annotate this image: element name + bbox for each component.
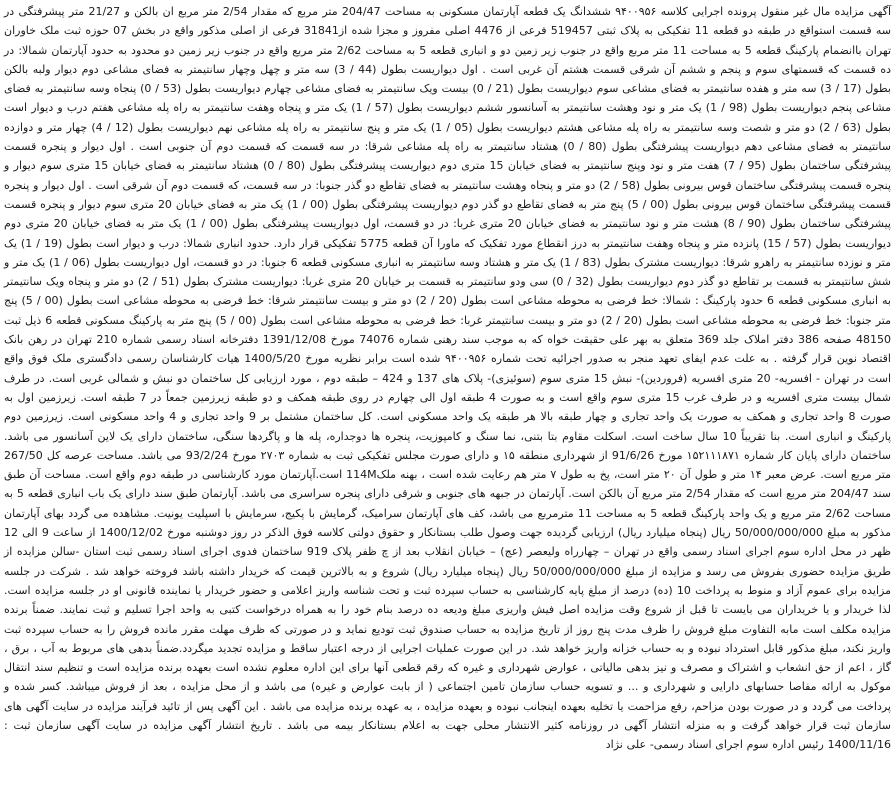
auction-notice-body [4, 2, 891, 755]
notice-footer-text: تاریخ انتشار آگهی مزایده در سایت آگهی سازمان ثبت : 1400/11/16 رئیس اداره سوم اجرای اسناد رسمی- علی نژاد [4, 718, 891, 752]
notice-body-text: آگهی مزایده مال غیر منقول پرونده اجرایی کلاسه ۹۴۰۰۹۵۶ ششدانگ یک قطعه آپارتمان مسکونی به مساحت 204/47 متر مربع که مقدار 2/54 متر مربع ان بالکن و 21/27 متر پیشرفتگی در سه قسمت استواقع در طبقه دو قطعه 11 تفکیکی به پلاک ثبتی 519457 فرعی از 4476 اصلی مفروز و مجزا شده از31841 فرعی از اصلی مذکور واقع در بخش 07 حوزه ثبت ملک خاوران تهران باانضمام پارکینگ قطعه 5 به مساحت 11 متر مربع واقع در جنوب زیر زمین دو و انباری قطعه 5 به مساحت 2/62 متر مربع واقع در جنوب زیر زمین دو محدود به حدود آپارتمان شمالا: در ده قسمت که قسمتهای سوم و پنجم و ششم آن شرقی قسمت هشتم آن غربی است . اول دیواریست بطول (44 / 3) سه متر و چهل وچهار سانتیمتر به فضای مشاعی دوم دیوار ولبه بالکن بطول (17 / 3) سه متر و هفده سانتیمتر به فضای مشاعی سوم دیواریست بطول (21 / 0) بیست ویک سانتیمتر به فضای مشاعی چهارم دیواریست بطول (53 / 0) پنجاه وسه سانتیمتر به فضای مشاعی پنجم دیواریست بطول (98 / 1) یک متر و نود وهشت سانتیمتر به آسانسور ششم دیواریست بطول (57 / 1) یک متر و پنجاه وهفت سانتیمتر به راه پله مشاعی هفتم درب و دیوار است بطول (63 / 2) دو متر و شصت وسه سانتیمتر به راه پله مشاعی هشتم دیواریست بطول (05 / 1) یک متر و پنج سانتیمتر به راه پله مشاعی نهم دیواریست بطول (12 / 4) چهار متر و دوازده سانتیمتر به فضای مشاعی دهم دیواریست پیشرفتگی بطول (80 / 0) هشتاد سانتیمتر به راه پله مشاعی شرقا: در سه قسمت که قسمت دوم آن جنوبی است . اول دیوار و پنجره قسمت پیشرفتگی ساختمان بطول (95 / 7) هفت متر و نود وپنج سانتیمتر به فضای خیابان 15 متری دوم دیواریست پیشرفتگی بطول (80 / 0) هشتاد سانتیمتر به فضای خیابان 15 متری سوم دیوار و پنجره قسمت پیشرفتگی ساختمان قوس بیرونی بطول (58 / 2) دو متر و پنجاه وهشت سانتیمتر به فضای تقاطع دو گذر جنوبا: در سه قسمت، که قسمت دوم آن شرقی است . اول دیوار و پنجره قسمت پیشرفتگی ساختمان قوس بیرونی بطول (00 / 5) پنج متر به فضای تقاطع دو گذر دوم دیواریست پیشرفتگی بطول (00 / 1) یک متر به فضای خیابان 20 متری سوم دیوار و پنجره قسمت پیشرفتگی ساختمان بطول (90 / 8) هشت متر و نود سانتیمتر به فضای خیابان 20 متری غربا: در دو قسمت، اول دیواریست پیشرفتگی بطول (00 / 1) یک متر به فضای خیابان 20 متری دوم دیواریست بطول (57 / 15) پانزده متر و پنجاه وهفت سانتیمتر به درز انقطاع مورد تفکیک که ماورا آن قطعه 5775 تفکیکی قرار دارد. حدود انباری شمالا: درب و دیوار است بطول (19 / 1) یک متر و نوزده سانتیمتر به راهرو شرقا: دیواریست مشترک بطول (83 / 1) یک متر و هشتاد وسه سانتیمتر به انباری مسکونی قطعه 6 جنوبا: در دو قسمت، اول دیواریست بطول (06 / 1) یک متر و شش سانتیمتر به قسمت بر تقاطع دو گذر دوم دیواریست بطول (32 / 0) سی ودو سانتیمتر به قسمت بر خیابان 20 متری غربا: دیواریست مشترک بطول (51 / 2) دو متر و پنجاه ویک سانتیمتر به انباری مسکونی قطعه 6 حدود پارکینگ : شمالا: خط فرضی به محوطه مشاعی است بطول (20 / 2) دو متر و بیست سانتیمتر شرقا: خط فرضی به محوطه مشاعی است بطول (00 / 5) پنج متر جنوبا: خط فرضی به محوطه مشاعی است بطول (20 / 2) دو متر و بیست سانتیمتر غربا: خط فرضی به محوطه مشاعی است بطول (00 / 5) پنج متر به پارکینگ مسکونی قطعه 6 ذیل ثبت 48150 صفحه 386 دفتر املاک جلد 369 متعلق به بهر علی حقیقت خواه که به موجب سند رهنی شماره 74076 مورخ 1391/12/08 دفترخانه اسناد رسمی شماره 210 تهران در رهن بانک اقتصاد نوین قرار گرفته . به علت عدم ایفای تعهد منجر به صدور اجرائیه تحت شماره ۹۴۰۰۹۵۶ شده است برابر نظریه مورخ 1400/5/20 هیات کارشناسان رسمی دادگستری ملک فوق واقع است در تهران - افسریه- 20 متری افسریه (فروردین)- نبش 15 متری سوم (سوئیزی)- پلاک های 137 و 424 – طبقه دوم ، مورد ارزیابی کل ساختمان دو نبش و شمالی غربی است. در طرف شمال بیست متری افسریه و در طرف غرب 15 متری سوم واقع است و به صورت 4 طبقه اول الی چهارم در روی طبقه همکف و دو طبقه زیرزمین جمعاً در 7 طبقه است. زیرزمین اول به صورت 8 واحد تجاری و همکف به صورت یک واحد تجاری و چهار طبقه بالا هر طبقه یک واحد مسکونی است. کل ساختمان مشتمل بر 9 واحد تجاری و 4 واحد مسکونی است. زیرزمین دوم پارکینگ و انباری است. بنا تقریباً 10 سال ساخت است. اسکلت مقاوم بتا بتنی، نما سنگ و کامپوزیت، پنجره ها دوجداره، پله ها و پاگردها سنگی، ساختمان دارای یک لاین آسانسور می باشد. ساختمان دارای پایان کار شماره ۱۵۲۱۱۱۸۷۱ مورخ 91/6/26 از شهرداری منطقه ۱۵ و دارای صورت مجلس تفکیکی ثبت به شماره ۲۷۰۳ مورخ 93/2/24 می باشد. مساحت عرصه کل 267/50 متر مربع است. عرض معبر ۱۴ متر و طول آن ۲۰ متر است، پخ به طول ۷ متر هم رعایت شده است ، بهنه ملک114M است.آپارتمان مورد کارشناسی در طبقه دوم واقع است. مساحت آن طبق سند 204/47 متر مربع است که مقدار 2/54 متر مربع آن بالکن است. آپارتمان در جبهه های جنوبی و شرقی دارای پنجره سراسری می باشد. آپارتمان طبق سند دارای یک باب انباری قطعه 5 به مساحت 2/62 متر مربع و یک واحد پارکینگ قطعه 5 به مساحت 11 مترمربع می باشد، کف های آپارتمان سرامیک، گرمایش با پکیج، سرمایش با اسپلیت یونیت. مشاهده می گردد بهای آپارتمان مذکور به مبلغ 50/000/000/000 ریال (پنجاه میلیارد ریال) ارزیابی گردیده جهت وصول طلب بستانکار و حقوق دولتی کلاسه فوق الذکر در روز دوشنبه مورخ 1400/12/02 از ساعت 9 الی 12 ظهر در محل اداره سوم اجرای اسناد رسمی واقع در تهران – چهارراه ولیعصر (عج) – خیابان انقلاب بعد از چ ظفر پلاک 919 ساختمان فدوی اجرای اسناد رسمی ثبت استان -سالن مزایده از طریق مزایده حضوری بفروش می رسد و مزایده از مبلغ 50/000/000/000 ریال (پنجاه میلیارد ریال) شروع و به بالاترین قیمت که خریدار داشته باشد فروخته خواهد شد . شرکت در جلسه مزایده برای عموم آزاد و منوط به پرداخت 10 (ده) درصد از مبلغ پایه کارشناسی به حساب سپرده ثبت و تحت شناسه واریز اعلامی و حضور خریدار یا نماینده قانونی او در جلسه مزایده است. لذا خریدار و یا خریداران می بایست تا قبل از شروع وقت مزایده اصل فیش واریزی مبلغ ودیعه ده درصد بنام خود را به همراه درخواست کتبی به واحد اجرا تسلیم و ثبت نمایند. ضمناً برنده مزایده مکلف است مابه التفاوت مبلغ فروش را ظرف مدت پنج روز از تاریخ مزایده به حساب صندوق ثبت تودیع نماید و در صورتی که ظرف مهلت مقرر مانده فروش را به حساب سپرده ثبت واریز نکند، مبلغ مذکور قابل استرداد نبوده و به حساب خزانه واریز خواهد شد. در این صورت عملیات اجرایی از درجه اعتبار ساقط و مزایده تجدید میگردد.ضمناً بدهی های مربوط به آب ، برق ، گاز ، اعم از حق انشعاب و اشتراک و مصرف و نیز بدهی مالیاتی ، عوارض شهرداری و غیره که رقم قطعی آنها برای این اداره معلوم نشده است بعهده برنده مزایده است و تنظیم سند انتقال موکول به ارائه مفاصا حسابهای دارایی و شهرداری و ... و تسویه حساب سازمان تامین اجتماعی ( از بابت عوارض و غیره) می باشد و از محل مزایده ، بعد از فروش میباشد. کسر شده و پرداخت می گردد و در صورت بودن مزاحم، رفع مزاحمت یا تخلیه بعهده اینجانب نبوده و بعهده مزایده ، به عهده برنده مزایده می باشد . این آگهی پس از تائید فرآیند مزایده در سایت آگهی های سازمان ثبت قرار خواهد گرفت و به منزله انتشار آگهی در روزنامه کثیر الانتشار محلی جهت به اعلام بستانکار بیمه می باشد . [4, 5, 892, 732]
